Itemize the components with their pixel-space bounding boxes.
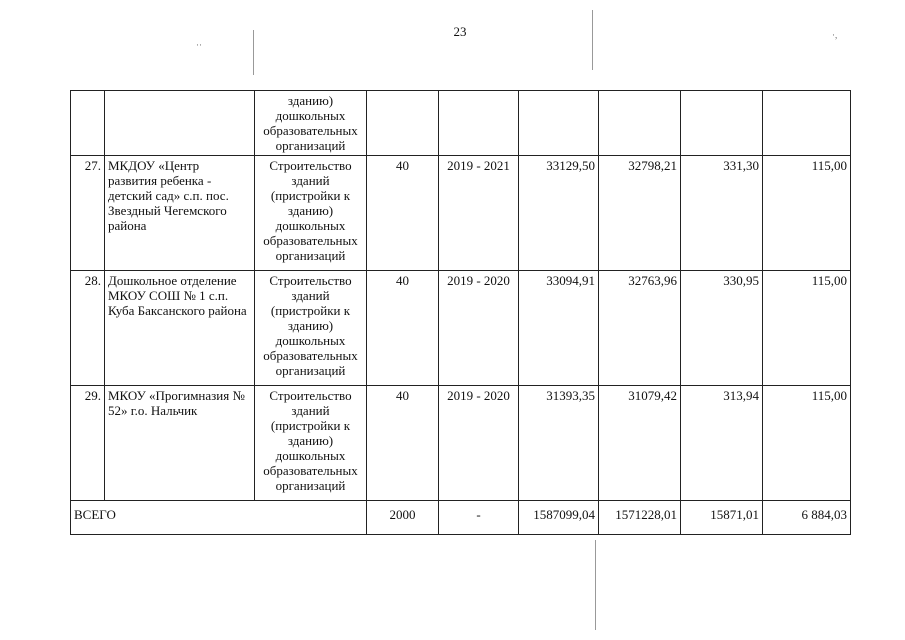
federal-cost-cell [599, 91, 681, 156]
cost-per-place-cell: 115,00 [763, 386, 851, 501]
grand-federal-cost-cell: 1571228,01 [599, 501, 681, 535]
capacity-cell: 40 [367, 156, 439, 271]
grand-cost-per-place-cell: 6 884,03 [763, 501, 851, 535]
facility-name-cell [105, 91, 255, 156]
table-row [71, 271, 851, 386]
capacity-cell: 40 [367, 271, 439, 386]
federal-cost-cell: 31079,42 [599, 386, 681, 501]
table-row [71, 386, 851, 501]
regional-cost-cell: 330,95 [681, 271, 763, 386]
row-number-cell: 27. [71, 156, 105, 271]
cost-per-place-cell: 115,00 [763, 156, 851, 271]
total-cost-cell: 33129,50 [519, 156, 599, 271]
cost-per-place-cell: 115,00 [763, 271, 851, 386]
data-table [70, 90, 851, 535]
work-type-cell: зданию) дошкольных образовательных организаций [255, 91, 367, 156]
total-cost-cell [519, 91, 599, 156]
total-label-cell: ВСЕГО [71, 501, 367, 535]
facility-name-cell: Дошкольное отделение МКОУ СОШ № 1 с.п. Куба Баксанского района [105, 271, 255, 386]
work-type-cell: Строительство зданий (пристройки к зданию) дошкольных образовательных организаций [255, 156, 367, 271]
page-number: 23 [453, 24, 467, 39]
facility-name-cell: МКДОУ «Центр развития ребенка - детский сад» с.п. пос. Звездный Чегемского района [105, 156, 255, 271]
facility-name-cell: МКОУ «Прогимназия № 52» г.о. Нальчик [105, 386, 255, 501]
scan-artifact-mark: ·· [196, 40, 202, 50]
federal-cost-cell: 32763,96 [599, 271, 681, 386]
scan-artifact-line [592, 10, 593, 70]
capacity-cell: 40 [367, 386, 439, 501]
row-number-cell: 29. [71, 386, 105, 501]
period-cell: 2019 - 2020 [439, 271, 519, 386]
row-number-cell: 28. [71, 271, 105, 386]
period-cell: 2019 - 2021 [439, 156, 519, 271]
scan-artifact-line [253, 30, 254, 75]
table-row-continued [71, 91, 851, 156]
capacity-cell [367, 91, 439, 156]
table-row [71, 156, 851, 271]
table-total-row [71, 501, 851, 535]
regional-cost-cell [681, 91, 763, 156]
grand-regional-cost-cell: 15871,01 [681, 501, 763, 535]
scan-artifact-line [595, 540, 596, 630]
regional-cost-cell: 331,30 [681, 156, 763, 271]
work-type-cell: Строительство зданий (пристройки к зданию) дошкольных образовательных организаций [255, 386, 367, 501]
scan-artifact-mark: ·, [832, 30, 838, 40]
period-cell [439, 91, 519, 156]
regional-cost-cell: 313,94 [681, 386, 763, 501]
work-type-cell: Строительство зданий (пристройки к зданию) дошкольных образовательных организаций [255, 271, 367, 386]
row-number-cell [71, 91, 105, 156]
total-period-cell: - [439, 501, 519, 535]
total-capacity-cell: 2000 [367, 501, 439, 535]
total-cost-cell: 31393,35 [519, 386, 599, 501]
federal-cost-cell: 32798,21 [599, 156, 681, 271]
total-cost-cell: 33094,91 [519, 271, 599, 386]
grand-total-cost-cell: 1587099,04 [519, 501, 599, 535]
period-cell: 2019 - 2020 [439, 386, 519, 501]
cost-per-place-cell [763, 91, 851, 156]
